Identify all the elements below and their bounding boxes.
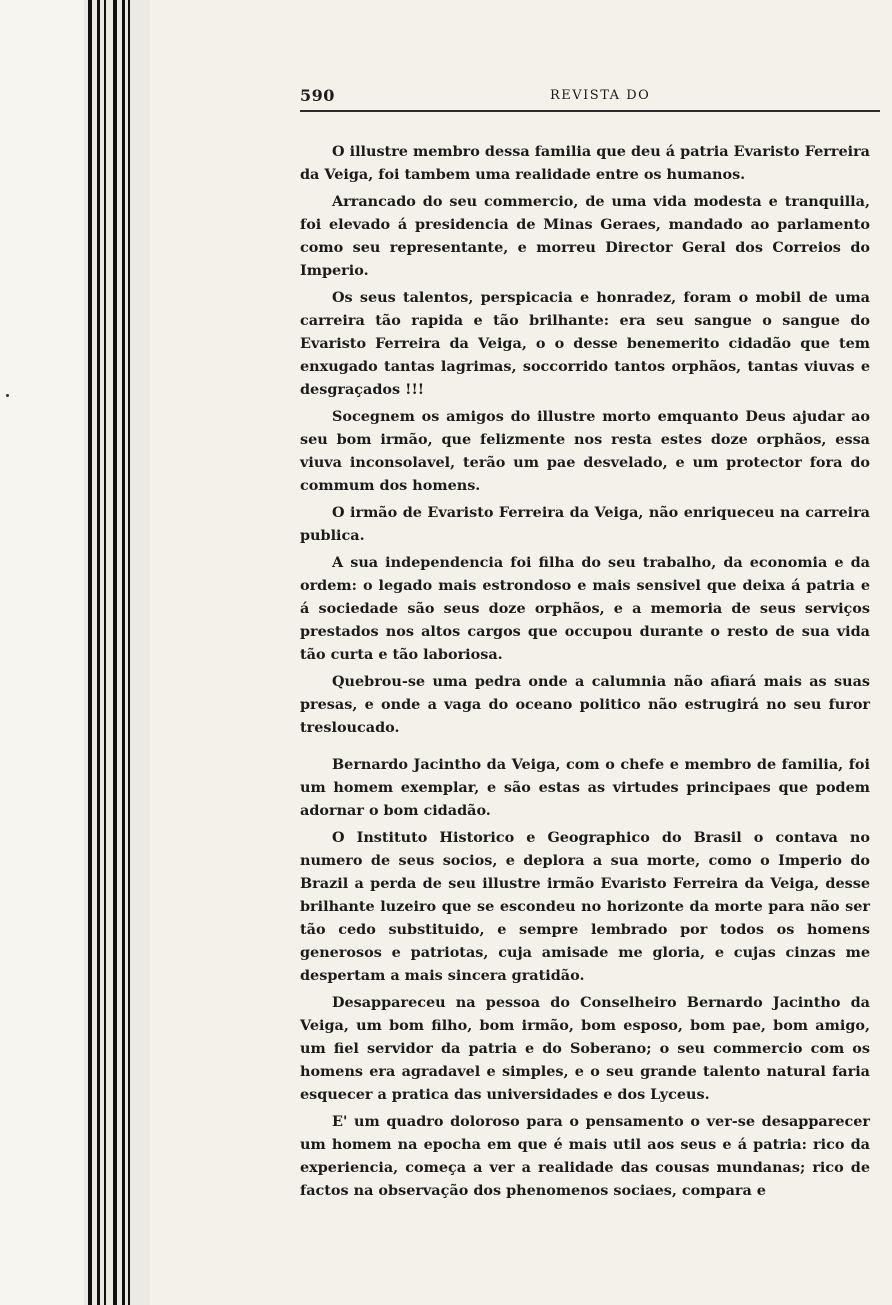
paragraph: Arrancado do seu commercio, de uma vida modesta e tranquilla, foi elevado á presidencia de Minas Geraes, mandado ao parlamento como seu representante, e morreu Director Geral dos Correios do Imperio. bbox=[300, 193, 870, 279]
scan-speck bbox=[6, 394, 9, 397]
paragraph: E' um quadro doloroso para o pensamento o ver-se desapparecer um homem na epocha em que é mais util aos seus e á patria: rico da experiencia, começa a ver a realidade das cousas mundanas; rico de factos na observação dos phenomenos sociaes, compara e bbox=[300, 1113, 870, 1199]
page-header bbox=[300, 86, 880, 112]
binding-gutter bbox=[0, 0, 150, 1305]
running-title: REVISTA DO bbox=[550, 88, 651, 103]
gutter-line bbox=[88, 0, 92, 1305]
body-text bbox=[300, 140, 870, 1206]
paragraph: A sua independencia foi filha do seu trabalho, da economia e da ordem: o legado mais estrondoso e mais sensivel que deixa á patria e á sociedade são seus doze orphãos, e a memoria de seus serviços prestados nos altos cargos que occupou durante o resto de sua vida tão curta e tão laboriosa. bbox=[300, 554, 870, 663]
paragraph: Desappareceu na pessoa do Conselheiro Bernardo Jacintho da Veiga, um bom filho, bom irmão, bom esposo, bom pae, bom amigo, um fiel servidor da patria e do Soberano; o seu commercio com os homens era agradavel e simples, e o seu grande talento natural faria esquecer a pratica das universidades e dos Lyceus. bbox=[300, 994, 870, 1103]
paragraph: Socegnem os amigos do illustre morto emquanto Deus ajudar ao seu bom irmão, que felizmente nos resta estes doze orphãos, essa viuva inconsolavel, terão um pae desvelado, e um protector fora do commum dos homens. bbox=[300, 408, 870, 494]
gutter-line bbox=[113, 0, 117, 1305]
paragraph: O illustre membro dessa familia que deu á patria Evaristo Ferreira da Veiga, foi tambem uma realidade entre os humanos. bbox=[300, 143, 870, 183]
header-rule bbox=[300, 110, 880, 112]
paragraph: Os seus talentos, perspicacia e honradez, foram o mobil de uma carreira tão rapida e tão brilhante: era seu sangue o sangue do Evaristo Ferreira da Veiga, o o desse benemerito cidadão que tem enxugado tantas lagrimas, soccorrido tantos orphãos, tantas viuvas e desgraçados !!! bbox=[300, 289, 870, 398]
gutter-line bbox=[97, 0, 100, 1305]
paragraph: O Instituto Historico e Geographico do Brasil o contava no numero de seus socios, e deplora a sua morte, como o Imperio do Brazil a perda de seu illustre irmão Evaristo Ferreira da Veiga, desse brilhante luzeiro que se escondeu no horizonte da morte para não ser tão cedo substituido, e sempre lembrado por todos os homens generosos e patriotas, cuja amisade me gloria, e cujas cinzas me despertam a mais sincera gratidão. bbox=[300, 829, 870, 984]
paragraph: O irmão de Evaristo Ferreira da Veiga, não enriqueceu na carreira publica. bbox=[300, 504, 870, 544]
paragraph: Quebrou-se uma pedra onde a calumnia não afiará mais as suas presas, e onde a vaga do oceano politico não estrugirá no seu furor tresloucado. bbox=[300, 673, 870, 736]
document-page bbox=[290, 0, 880, 1305]
gutter-line bbox=[122, 0, 125, 1305]
page-number: 590 bbox=[300, 86, 335, 105]
gutter-line bbox=[104, 0, 106, 1305]
gutter-line bbox=[128, 0, 130, 1305]
paragraph: Bernardo Jacintho da Veiga, com o chefe e membro de familia, foi um homem exemplar, e são estas as virtudes principaes que podem adornar o bom cidadão. bbox=[300, 756, 870, 819]
